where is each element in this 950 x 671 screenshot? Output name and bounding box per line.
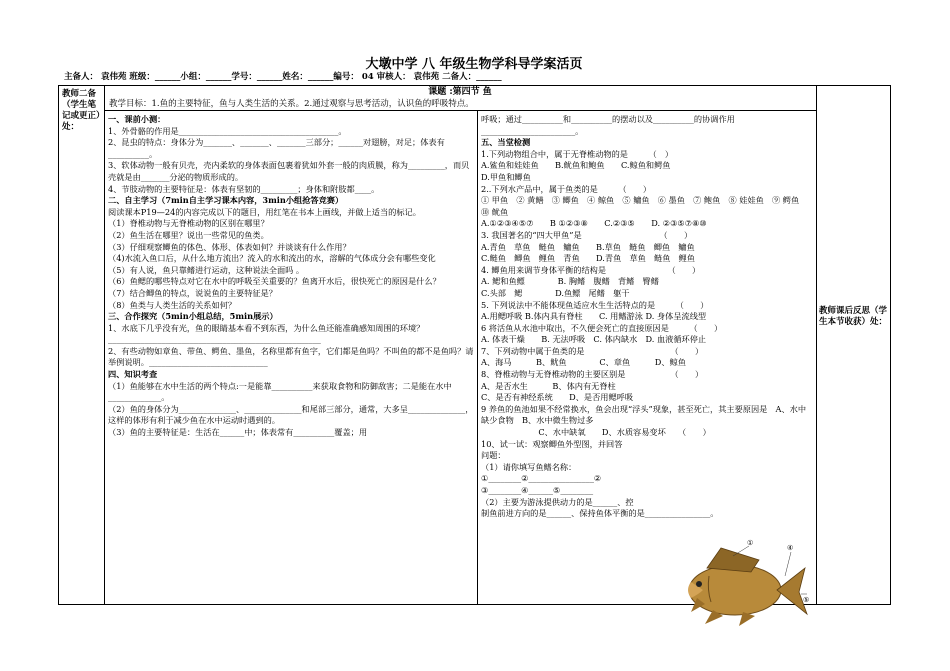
worksheet-line: 7、下列动物中属于鱼类的是 （ ） [481, 345, 704, 356]
worksheet-line: 6 将活鱼从水池中取出，不久便会死亡的直接原因是 （ ） [481, 322, 723, 333]
worksheet-line: ① 甲鱼 ② 黄鳝 ③ 鲫鱼 ④ 鲸鱼 ⑤ 鳙鱼 ⑥ 墨鱼 ⑦ 鲍鱼 ⑧ 娃娃鱼 ⑨ 鳄鱼 ⑩ 鱿鱼 [481, 195, 808, 217]
section-heading: 一、课前小测： [108, 114, 166, 124]
worksheet-line: A、海马 B、鱿鱼 C、章鱼 D、鲸鱼 [481, 357, 686, 368]
worksheet-line: （1）鱼能够在水中生活的两个特点:一是能靠__________来获取食物和防御敌害；二是能在水中_____________。 [108, 380, 452, 403]
worksheet-line: （7）结合鲫鱼的特点，说说鱼的主要特征是？ [108, 287, 277, 298]
worksheet-line: 2、有些动物如章鱼、带鱼、鳄鱼、墨鱼，名称里都有鱼字，它们都是鱼吗？不叫鱼的都不是鱼吗？请举例说明。_____________________________ [108, 345, 474, 368]
worksheet-frame [58, 85, 891, 605]
worksheet-line: （1）脊椎动物与无脊椎动物的区别在哪里？ [108, 218, 269, 229]
section-heading: 三、合作探究（5min小组总结，5min展示） [108, 311, 278, 322]
side-note-left: 教师二备（学生笔记或更正）处： [62, 89, 101, 132]
header-info-line: 主备人： 袁伟苑 班级：______小组：______学号：______姓名：______编号： 04 审核人： 袁伟苑 二备人：______ [64, 72, 502, 82]
worksheet-line: 2..下列水产品中，属于鱼类的是 （ ） [481, 183, 652, 194]
worksheet-line: 阅读课本P19—24的内容完成以下的题目，用红笔在书本上画线，并做上适当的标记。 [108, 206, 421, 217]
worksheet-page [58, 48, 890, 604]
worksheet-line: 2、昆虫的特点：身体分为_______、_______、_______三部分；______对翅膀，对足；体表有__________。 [108, 137, 445, 159]
worksheet-line: 问题： [481, 450, 506, 461]
worksheet-line: A、是否水生 B、体内有无脊柱 [481, 380, 616, 391]
right-column [481, 114, 813, 520]
left-column [108, 114, 474, 439]
section-heading: 四、知识考查 [108, 369, 158, 380]
worksheet-line: ③________④______⑤________ [481, 485, 594, 495]
worksheet-line: A.青鱼 草鱼 鲢鱼 鳙鱼 B.草鱼 鲢鱼 鲫鱼 鳙鱼 [481, 241, 695, 252]
side-note-right: 教师课后反思（学生本节收获）处： [819, 306, 888, 327]
lesson-title: 课题 :第四节 鱼 [428, 87, 492, 97]
worksheet-line: D.甲鱼和鲫鱼 [481, 171, 531, 182]
worksheet-line: （6）鱼鳃的哪些特点对它在水中的呼吸至关重要的？鱼离开水后，很快死亡的原因是什么？ [108, 276, 441, 287]
worksheet-line: 制鱼前进方向的是______、保持鱼体平衡的是________________。 [481, 508, 719, 519]
worksheet-line: A.鲨鱼和娃娃鱼 B.鱿鱼和鲍鱼 C.鲸鱼和鳄鱼 [481, 160, 671, 171]
worksheet-line: 1、水底下几乎没有光，鱼的眼睛基本看不到东西，为什么鱼还能准确感知周围的环境？____________________________________________________ [108, 322, 425, 345]
worksheet-line: A.①②③④⑤⑦ B ①②③⑧ C.②③⑤ D. ②③⑤⑦⑧⑩ [481, 218, 707, 229]
worksheet-line: 9 养鱼的鱼池如果不经常换水，鱼会出现“浮头”现象，甚至死亡，其主要原因是 A、水中缺少食物 B、水中微生物过多 [481, 403, 807, 426]
svg-text:⑤: ⑤ [803, 596, 810, 604]
worksheet-line: 3、软体动物一般有贝壳，壳内柔软的身体表面包裹着犹如外套一般的肉质膜，称为_________，而贝壳就是由_______分泌的物质形成的。 [108, 160, 470, 182]
worksheet-line: 1、外骨骼的作用是_______________________________________。 [108, 125, 347, 136]
page-title: 大墩中学 八 年级生物学科导学案活页 [365, 57, 583, 72]
worksheet-line: A. 鳃和鱼鳔 B. 胸鳍 腹鳍 背鳍 臀鳍 [481, 276, 659, 287]
worksheet-line: ①________②________________② [481, 473, 602, 484]
worksheet-line: A. 体表干燥 B. 无法呼吸 C. 体内缺水 D. 血液循环停止 [481, 334, 707, 345]
worksheet-line: 4、节肢动物的主要特征是：体表有坚韧的_________；身体和附肢都____。 [108, 183, 380, 194]
worksheet-line: （2）鱼生活在哪里？说出一些常见的鱼类。 [108, 229, 269, 240]
worksheet-line: （4)水流入鱼口后，从什么地方流出？流入的水和流出的水，溶解的气体成分会有哪些变化 [108, 253, 436, 264]
worksheet-line: C、水中缺氧 D、水质容易变坏 （ ） [481, 427, 711, 438]
worksheet-line: （3）仔细观察鲫鱼的体色、体形、体表如何？并谈谈有什么作用？ [108, 241, 351, 252]
svg-text:①: ① [747, 539, 754, 547]
worksheet-line: 8、脊椎动物与无脊椎动物的主要区别是 （ ） [481, 369, 704, 380]
section-heading: 五、当堂检测 [481, 137, 531, 148]
worksheet-line: 1.下列动物组合中，属于无脊椎动物的是 （ ） [481, 148, 674, 159]
worksheet-line: （8）鱼类与人类生活的关系如何？ [108, 299, 237, 310]
carp-fish-illustration [673, 538, 813, 628]
divider-center [477, 110, 478, 604]
worksheet-line: （5）有人说，鱼只靠鳍进行运动，这种说法全面吗 。 [108, 264, 305, 275]
worksheet-line: C.鲢鱼 鲫鱼 鲤鱼 青鱼 D.青鱼 草鱼 鲢鱼 鲤鱼 [481, 253, 695, 264]
worksheet-line: （1）请你填写鱼鳍名称： [481, 461, 577, 472]
divider-right [816, 86, 817, 604]
worksheet-line: 4. 鲫鱼用来调节身体平衡的结构是 （ ） [481, 264, 701, 275]
worksheet-line: C、是否有神经系统 D、是否用鳃呼吸 [481, 392, 634, 403]
worksheet-line: （3）鱼的主要特征是：生活在______中；体表常有__________覆盖；用 [108, 427, 368, 438]
worksheet-line: （2）鱼的身体分为______________、______________和尾部三部分，通常，大多呈______________，这样的体形有利于减少鱼在水中运动时遇到的。 [108, 403, 474, 426]
worksheet-line: C.头部 鳃 D.鱼鳔 尾鳍 躯干 [481, 287, 630, 298]
worksheet-line: 呼吸；通过__________和__________的摆动以及__________的协调作用_______________________。 [481, 114, 735, 136]
divider-header [104, 110, 816, 111]
worksheet-line: （2）主要为游泳提供动力的是______、控 [481, 496, 634, 507]
worksheet-line: 3. 我国著名的“四大甲鱼”是 （ ） [481, 229, 693, 240]
worksheet-line: A.用鳃呼吸 B.体内具有脊柱 C. 用鳍游泳 D. 身体呈流线型 [481, 311, 707, 322]
svg-text:④: ④ [787, 544, 794, 552]
worksheet-line: 10、试一试：观察鲫鱼外型图，并回答 [481, 438, 623, 449]
lesson-aim: 教学目标：1.鱼的主要特征，鱼与人类生活的关系。2.通过观察与思考活动，认识鱼的呼吸特点。 [109, 99, 474, 109]
divider-left [104, 86, 105, 604]
worksheet-line: 5. 下列说法中不能体现鱼适应水生生活特点的是 （ ） [481, 299, 709, 310]
section-heading: 二、自主学习（7min自主学习课本内容，3min小组抢答竞赛） [108, 195, 344, 206]
